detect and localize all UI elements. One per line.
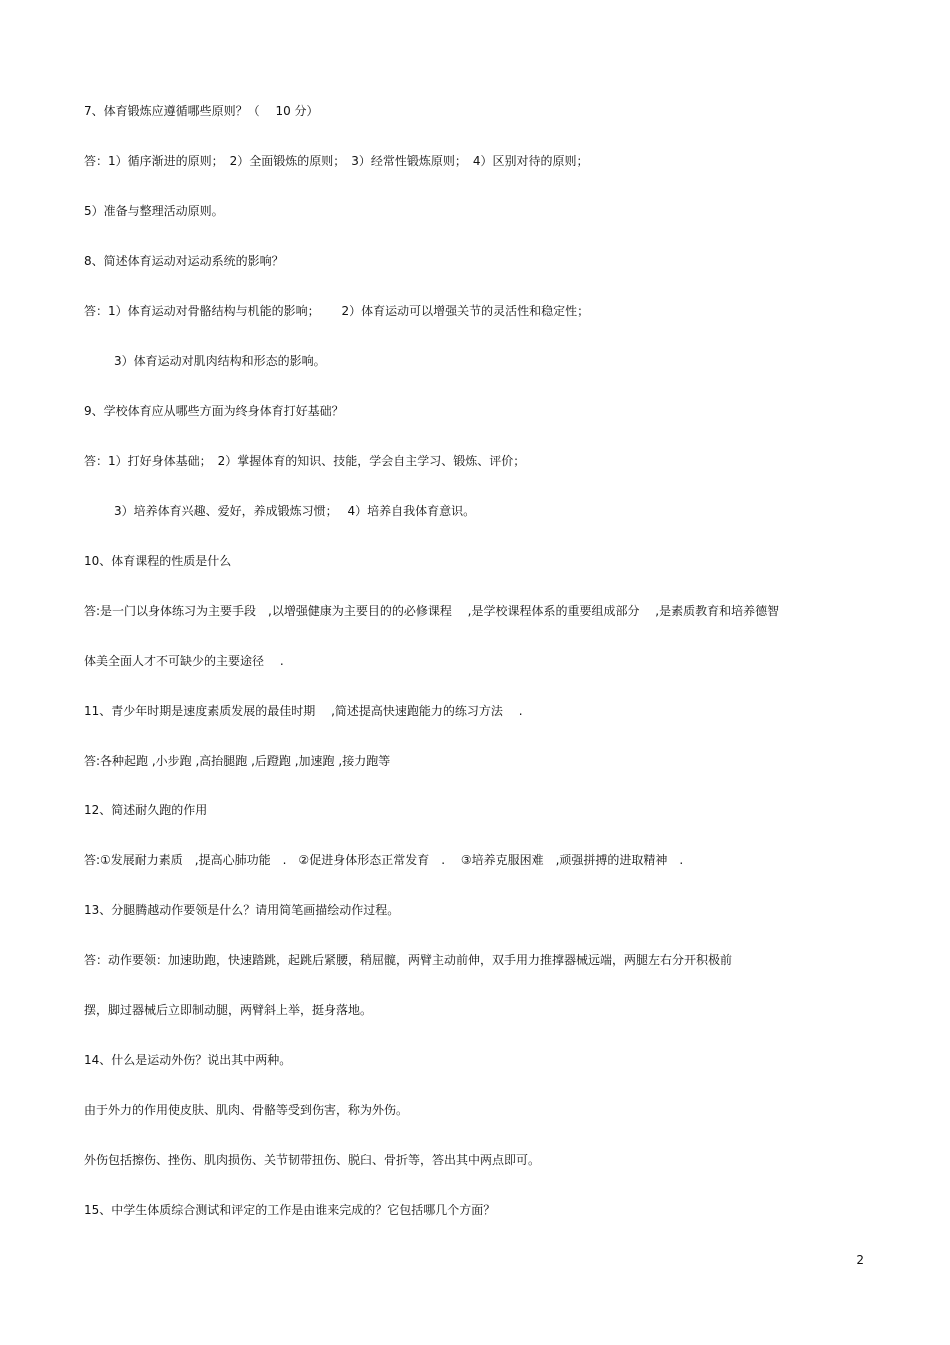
question-9: 9、学校体育应从哪些方面为终身体育打好基础？: [84, 404, 344, 418]
page-number: 2: [856, 1253, 864, 1267]
answer-14-line-2: 外伤包括擦伤、挫伤、肌肉损伤、关节韧带扭伤、脱臼、骨折等，答出其中两点即可。: [84, 1153, 541, 1167]
answer-8-line-1: 答：1）体育运动对骨骼结构与机能的影响； 2）体育运动可以增强关节的灵活性和稳定性；: [84, 304, 590, 318]
answer-14-line-1: 由于外力的作用使皮肤、肌肉、骨骼等受到伤害，称为外伤。: [84, 1103, 409, 1117]
question-13: 13、分腿腾越动作要领是什么？请用简笔画描绘动作过程。: [84, 903, 400, 917]
question-8: 8、简述体育运动对运动系统的影响？: [84, 254, 284, 268]
answer-10-line-1: 答:是一门以身体练习为主要手段 ,以增强健康为主要目的的必修课程 ,是学校课程体系的重要组成部分 ,是素质教育和培养德智: [84, 604, 780, 618]
answer-9-line-2: 3）培养体育兴趣、爱好，养成锻炼习惯； 4）培养自我体育意识。: [114, 504, 476, 518]
question-11: 11、青少年时期是速度素质发展的最佳时期 ,简述提高快速跑能力的练习方法 .: [84, 704, 523, 718]
question-12: 12、简述耐久跑的作用: [84, 803, 208, 817]
question-14: 14、什么是运动外伤？说出其中两种。: [84, 1053, 292, 1067]
question-10: 10、体育课程的性质是什么: [84, 554, 232, 568]
question-15: 15、中学生体质综合测试和评定的工作是由谁来完成的？它包括哪几个方面？: [84, 1203, 496, 1217]
answer-13-line-2: 摆，脚过器械后立即制动腿，两臂斜上举，挺身落地。: [84, 1003, 373, 1017]
answer-13-line-1: 答：动作要领：加速助跑，快速踏跳，起跳后紧腰，稍屈髋，两臂主动前伸，双手用力推撑器械远端，两腿左右分开积极前: [84, 953, 733, 967]
answer-8-line-2: 3）体育运动对肌肉结构和形态的影响。: [114, 354, 326, 368]
answer-9-line-1: 答：1）打好身体基础； 2）掌握体育的知识、技能，学会自主学习、锻炼、评价；: [84, 454, 526, 468]
answer-10-line-2: 体美全面人才不可缺少的主要途径 .: [84, 654, 284, 668]
answer-7-line-2: 5）准备与整理活动原则。: [84, 204, 224, 218]
answer-7-line-1: 答：1）循序渐进的原则； 2）全面锻炼的原则； 3）经常性锻炼原则； 4）区别对待的原则；: [84, 154, 589, 168]
question-7: 7、体育锻炼应遵循哪些原则？（ 10 分）: [84, 104, 319, 118]
answer-11: 答:各种起跑 ,小步跑 ,高抬腿跑 ,后蹬跑 ,加速跑 ,接力跑等: [84, 754, 391, 768]
answer-12: 答:①发展耐力素质 ,提高心肺功能 . ②促进身体形态正常发育 . ③培养克服困难 ,顽强拼搏的进取精神 .: [84, 853, 684, 867]
